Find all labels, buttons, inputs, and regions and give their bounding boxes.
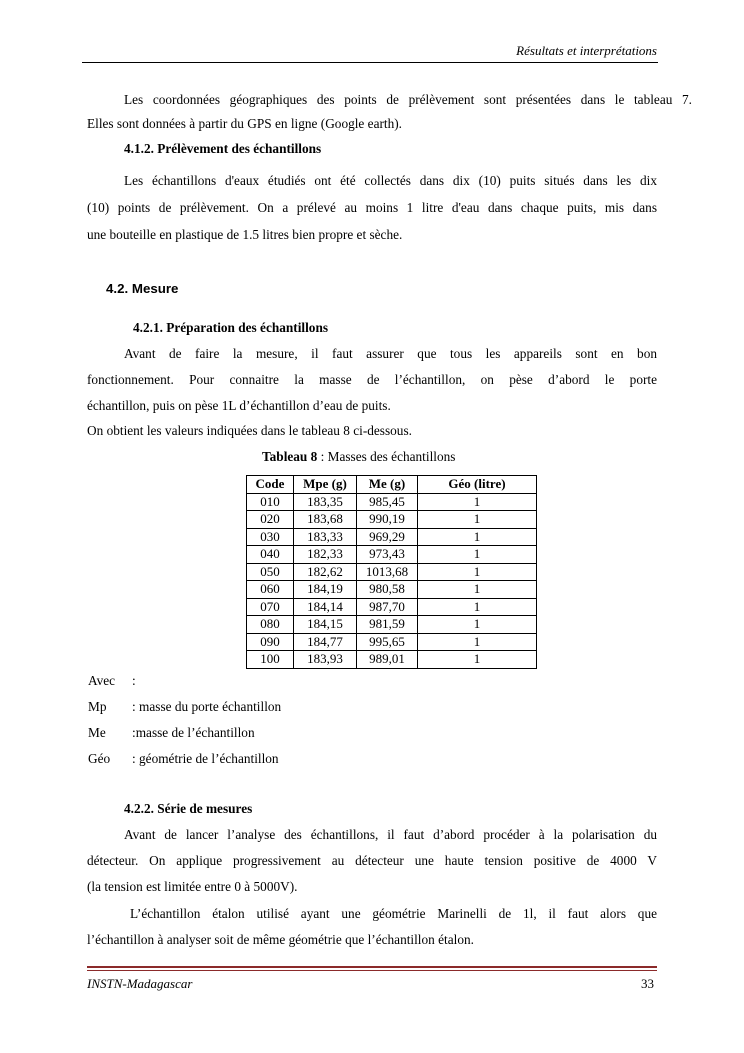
cell-mpe: 183,35 <box>294 493 357 511</box>
legend-avec <box>88 673 136 689</box>
cell-code: 080 <box>247 616 294 634</box>
cell-geo: 1 <box>418 616 537 634</box>
legend-item <box>88 751 279 767</box>
header-me: Me (g) <box>357 476 418 494</box>
table-caption-text: : Masses des échantillons <box>317 449 456 464</box>
cell-code: 010 <box>247 493 294 511</box>
legend-desc: : géométrie de l’échantillon <box>132 751 279 766</box>
table-row <box>247 528 537 546</box>
cell-geo: 1 <box>418 633 537 651</box>
cell-me: 995,65 <box>357 633 418 651</box>
cell-mpe: 184,77 <box>294 633 357 651</box>
paragraph-4-1-2-line-2: (10) points de prélèvement. On a prélevé au moins 1 litre d'eau dans chaque puits, mis dans <box>87 200 657 215</box>
footer-divider-thin <box>87 970 657 971</box>
page-number: 33 <box>641 976 654 991</box>
legend-key: Mp <box>88 699 107 714</box>
cell-me: 973,43 <box>357 546 418 564</box>
cell-mpe: 183,93 <box>294 651 357 669</box>
header-code: Code <box>247 476 294 494</box>
legend-avec-key: Avec <box>88 673 116 688</box>
paragraph-4-2-2-line-5: l’échantillon à analyser soit de même géométrie que l’échantillon étalon. <box>87 932 474 947</box>
table-row <box>247 563 537 581</box>
cell-geo: 1 <box>418 563 537 581</box>
cell-mpe: 184,19 <box>294 581 357 599</box>
paragraph-4-2-2-line-3: (la tension est limitée entre 0 à 5000V). <box>87 879 298 894</box>
cell-me: 989,01 <box>357 651 418 669</box>
header-geo: Géo (litre) <box>418 476 537 494</box>
cell-me: 981,59 <box>357 616 418 634</box>
cell-me: 987,70 <box>357 598 418 616</box>
intro-line-2: Elles sont données à partir du GPS en ligne (Google earth). <box>87 116 402 131</box>
cell-code: 100 <box>247 651 294 669</box>
paragraph-4-2-2-line-1: Avant de lancer l’analyse des échantillons, il faut d’abord procéder à la polarisation du <box>124 827 657 842</box>
heading-4-2-1: 4.2.1. Préparation des échantillons <box>133 320 329 335</box>
cell-geo: 1 <box>418 546 537 564</box>
header-divider <box>82 62 658 63</box>
table-row <box>247 546 537 564</box>
legend-item <box>88 725 255 741</box>
legend-item <box>88 699 281 715</box>
footer-institution: INSTN-Madagascar <box>87 976 193 991</box>
cell-mpe: 182,33 <box>294 546 357 564</box>
paragraph-4-1-2-line-1: Les échantillons d'eaux étudiés ont été collectés dans dix (10) puits situés dans les dix <box>124 173 657 188</box>
cell-geo: 1 <box>418 651 537 669</box>
footer-divider-thick <box>87 966 657 968</box>
heading-4-2-2: 4.2.2. Série de mesures <box>124 801 253 816</box>
cell-mpe: 182,62 <box>294 563 357 581</box>
cell-code: 090 <box>247 633 294 651</box>
paragraph-4-2-1-line-3: échantillon, puis on pèse 1L d’échantillon d’eau de puits. <box>87 398 391 413</box>
table-row <box>247 651 537 669</box>
paragraph-4-1-2-line-3: une bouteille en plastique de 1.5 litres bien propre et sèche. <box>87 227 403 242</box>
heading-4-1-2: 4.1.2. Prélèvement des échantillons <box>124 141 322 156</box>
cell-mpe: 183,68 <box>294 511 357 529</box>
cell-geo: 1 <box>418 528 537 546</box>
cell-geo: 1 <box>418 511 537 529</box>
cell-me: 985,45 <box>357 493 418 511</box>
cell-me: 990,19 <box>357 511 418 529</box>
table-row <box>247 616 537 634</box>
masses-table <box>246 475 537 669</box>
paragraph-4-2-1-line-1: Avant de faire la mesure, il faut assurer que tous les appareils sont en bon <box>124 346 657 361</box>
cell-code: 030 <box>247 528 294 546</box>
cell-code: 040 <box>247 546 294 564</box>
cell-code: 020 <box>247 511 294 529</box>
cell-mpe: 183,33 <box>294 528 357 546</box>
running-header: Résultats et interprétations <box>516 43 657 58</box>
table-header-row <box>247 476 537 494</box>
paragraph-4-2-2-line-2: détecteur. On applique progressivement au détecteur une haute tension positive de 4000 V <box>87 853 657 868</box>
legend-desc: :masse de l’échantillon <box>132 725 255 740</box>
table-row <box>247 493 537 511</box>
cell-code: 050 <box>247 563 294 581</box>
table-caption <box>262 449 455 465</box>
table-row <box>247 633 537 651</box>
table-row <box>247 598 537 616</box>
cell-me: 980,58 <box>357 581 418 599</box>
cell-geo: 1 <box>418 493 537 511</box>
cell-code: 070 <box>247 598 294 616</box>
paragraph-4-2-2-line-4: L’échantillon étalon utilisé ayant une géométrie Marinelli de 1l, il faut alors que <box>130 906 657 921</box>
table-row <box>247 511 537 529</box>
cell-code: 060 <box>247 581 294 599</box>
paragraph-4-2-1-line-4: On obtient les valeurs indiquées dans le tableau 8 ci-dessous. <box>87 423 412 438</box>
legend-desc: : masse du porte échantillon <box>132 699 282 714</box>
cell-geo: 1 <box>418 581 537 599</box>
table-row <box>247 581 537 599</box>
legend-avec-sep: : <box>132 673 136 688</box>
cell-me: 969,29 <box>357 528 418 546</box>
cell-mpe: 184,14 <box>294 598 357 616</box>
legend-key: Géo <box>88 751 111 766</box>
cell-me: 1013,68 <box>357 563 418 581</box>
intro-line-1: Les coordonnées géographiques des points de prélèvement sont présentées dans le tableau 7. <box>124 92 692 107</box>
cell-mpe: 184,15 <box>294 616 357 634</box>
legend-key: Me <box>88 725 106 740</box>
heading-4-2: 4.2. Mesure <box>106 281 179 296</box>
cell-geo: 1 <box>418 598 537 616</box>
paragraph-4-2-1-line-2: fonctionnement. Pour connaitre la masse de l’échantillon, on pèse d’abord le porte <box>87 372 657 387</box>
table-caption-label: Tableau 8 <box>262 449 318 464</box>
header-mpe: Mpe (g) <box>294 476 357 494</box>
